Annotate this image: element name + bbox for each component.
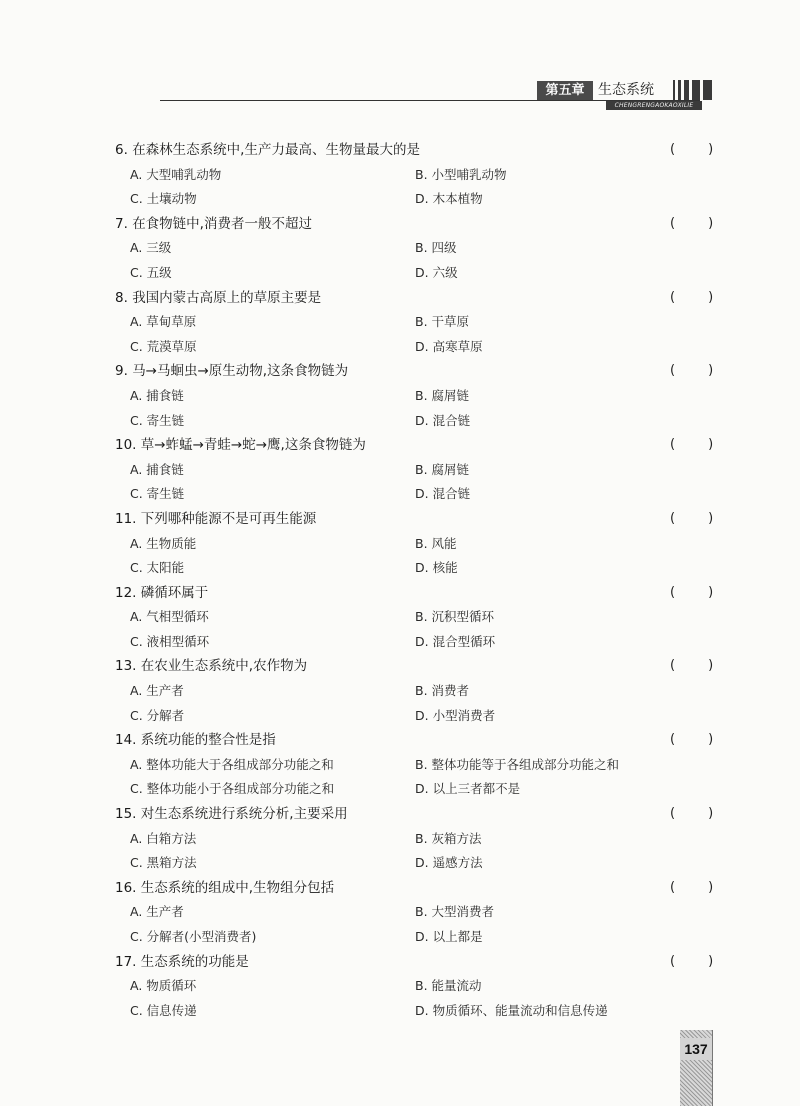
option-d: D. 木本植物 <box>415 191 483 207</box>
question-line <box>0 212 800 237</box>
option-a: A. 大型哺乳动物 <box>130 166 222 182</box>
option-row <box>0 679 800 704</box>
page-edge-line <box>712 1030 713 1106</box>
question-stem <box>115 507 316 532</box>
option-b: B. 腐屑链 <box>415 461 470 477</box>
option-c: C. 五级 <box>130 264 172 280</box>
question-stem <box>115 359 348 384</box>
question-number: 9. <box>115 363 128 380</box>
question-text: 磷循环属于 <box>140 584 209 601</box>
question-list <box>0 138 800 1023</box>
option-b: B. 干草原 <box>415 314 470 330</box>
option-a: A. 物质循环 <box>130 978 197 994</box>
option-b: B. 整体功能等于各组成部分功能之和 <box>415 756 620 772</box>
option-d: D. 混合链 <box>415 486 471 502</box>
option-d: D. 以上三者都不是 <box>415 781 521 797</box>
question-10 <box>0 433 800 507</box>
question-stem <box>115 581 208 606</box>
option-row <box>0 777 800 802</box>
question-7 <box>0 212 800 286</box>
option-row <box>0 310 800 335</box>
option-c: C. 整体功能小于各组成部分功能之和 <box>130 781 335 797</box>
question-stem <box>115 950 249 975</box>
option-a: A. 生产者 <box>130 904 184 920</box>
option-c: C. 分解者 <box>130 707 185 723</box>
answer-blank: ( ) <box>670 510 714 526</box>
question-stem <box>115 876 334 901</box>
answer-blank: ( ) <box>670 732 714 748</box>
question-line <box>0 507 800 532</box>
option-c: C. 液相型循环 <box>130 633 210 649</box>
option-row <box>0 704 800 729</box>
question-stem <box>115 433 366 458</box>
option-row <box>0 556 800 581</box>
option-b: B. 腐屑链 <box>415 387 470 403</box>
question-text: 在农业生态系统中,农作物为 <box>140 658 308 675</box>
option-row <box>0 458 800 483</box>
option-b: B. 大型消费者 <box>415 904 495 920</box>
question-number: 12. <box>115 584 137 601</box>
option-row <box>0 409 800 434</box>
question-stem <box>115 212 312 237</box>
option-d: D. 小型消费者 <box>415 707 496 723</box>
option-c: C. 寄生链 <box>130 412 185 428</box>
question-9 <box>0 359 800 433</box>
question-number: 13. <box>115 658 137 675</box>
answer-blank: ( ) <box>670 658 714 674</box>
question-stem <box>115 654 307 679</box>
question-line <box>0 581 800 606</box>
question-15 <box>0 802 800 876</box>
option-c: C. 土壤动物 <box>130 191 197 207</box>
question-text: 在食物链中,消费者一般不超过 <box>132 215 312 232</box>
option-c: C. 分解者(小型消费者) <box>130 929 257 944</box>
option-b: B. 小型哺乳动物 <box>415 166 507 182</box>
question-line <box>0 138 800 163</box>
option-d: D. 混合型循环 <box>415 633 496 649</box>
option-row <box>0 335 800 360</box>
question-line <box>0 433 800 458</box>
option-c: C. 荒漠草原 <box>130 338 197 354</box>
answer-blank: ( ) <box>670 879 714 895</box>
option-c: C. 寄生链 <box>130 486 185 502</box>
question-number: 8. <box>115 289 128 306</box>
option-a: A. 生物质能 <box>130 535 197 551</box>
option-row <box>0 163 800 188</box>
question-text: 我国内蒙古高原上的草原主要是 <box>132 289 322 306</box>
answer-blank: ( ) <box>670 437 714 453</box>
question-number: 16. <box>115 879 137 896</box>
option-c: C. 信息传递 <box>130 1002 197 1018</box>
question-number: 17. <box>115 953 137 970</box>
option-a: A. 气相型循环 <box>130 609 209 625</box>
chapter-title: 生态系统 <box>598 82 654 98</box>
option-c: C. 黑箱方法 <box>130 855 197 871</box>
option-b: B. 灰箱方法 <box>415 830 482 846</box>
option-row <box>0 261 800 286</box>
question-line <box>0 359 800 384</box>
question-8 <box>0 286 800 360</box>
option-d: D. 核能 <box>415 560 458 576</box>
question-text: 在森林生态系统中,生产力最高、生物量最大的是 <box>132 142 420 158</box>
answer-blank: ( ) <box>670 584 714 600</box>
answer-blank: ( ) <box>670 215 714 231</box>
option-d: D. 六级 <box>415 264 458 280</box>
question-number: 15. <box>115 806 137 823</box>
answer-blank: ( ) <box>670 289 714 305</box>
question-number: 11. <box>115 510 137 527</box>
question-stem <box>115 286 321 311</box>
question-12 <box>0 581 800 655</box>
option-row <box>0 236 800 261</box>
question-13 <box>0 654 800 728</box>
question-14 <box>0 728 800 802</box>
question-17 <box>0 950 800 1024</box>
answer-blank: ( ) <box>670 953 714 969</box>
option-a: A. 捕食链 <box>130 461 184 477</box>
option-row <box>0 482 800 507</box>
option-a: A. 三级 <box>130 240 172 256</box>
question-6 <box>0 138 800 212</box>
option-row <box>0 630 800 655</box>
chapter-label: 第五章 <box>537 81 593 100</box>
question-number: 6. <box>115 142 128 158</box>
option-c: C. 太阳能 <box>130 560 185 576</box>
option-b: B. 沉积型循环 <box>415 609 495 625</box>
question-line <box>0 286 800 311</box>
option-a: A. 草甸草原 <box>130 314 197 330</box>
option-b: B. 消费者 <box>415 683 470 699</box>
option-row <box>0 532 800 557</box>
question-number: 7. <box>115 215 128 232</box>
option-row <box>0 925 800 950</box>
option-row <box>0 851 800 876</box>
option-row <box>0 827 800 852</box>
answer-blank: ( ) <box>670 142 714 157</box>
question-line <box>0 802 800 827</box>
question-line <box>0 728 800 753</box>
question-11 <box>0 507 800 581</box>
question-number: 14. <box>115 732 137 749</box>
question-text: 马→马蛔虫→原生动物,这条食物链为 <box>132 363 349 380</box>
option-d: D. 高寒草原 <box>415 338 483 354</box>
option-a: A. 整体功能大于各组成部分功能之和 <box>130 756 334 772</box>
question-number: 10. <box>115 437 137 454</box>
option-d: D. 物质循环、能量流动和信息传递 <box>415 1002 608 1018</box>
answer-blank: ( ) <box>670 806 714 822</box>
question-text: 对生态系统进行系统分析,主要采用 <box>140 806 348 823</box>
question-text: 系统功能的整合性是指 <box>140 732 276 749</box>
option-b: B. 风能 <box>415 535 457 551</box>
option-d: D. 混合链 <box>415 412 471 428</box>
question-line <box>0 950 800 975</box>
option-a: A. 白箱方法 <box>130 830 197 846</box>
option-a: A. 生产者 <box>130 683 184 699</box>
option-d: D. 遥感方法 <box>415 855 483 871</box>
option-b: B. 能量流动 <box>415 978 482 994</box>
option-d: D. 以上都是 <box>415 929 483 944</box>
answer-blank: ( ) <box>670 363 714 379</box>
series-label: CHENGRENGAOKAOXILIE <box>606 101 702 110</box>
question-stem <box>115 138 420 163</box>
option-b: B. 四级 <box>415 240 457 256</box>
question-line <box>0 876 800 901</box>
header-bars-decoration <box>673 80 713 100</box>
question-text: 草→蚱蜢→青蛙→蛇→鹰,这条食物链为 <box>140 437 366 454</box>
question-line <box>0 654 800 679</box>
question-stem <box>115 728 276 753</box>
question-text: 生态系统的组成中,生物组分包括 <box>140 879 335 896</box>
option-row <box>0 187 800 212</box>
question-text: 生态系统的功能是 <box>140 953 249 970</box>
option-row <box>0 384 800 409</box>
question-stem <box>115 802 348 827</box>
question-16 <box>0 876 800 950</box>
option-row <box>0 999 800 1024</box>
page-number: 137 <box>680 1038 712 1060</box>
option-row <box>0 900 800 925</box>
option-a: A. 捕食链 <box>130 387 184 403</box>
option-row <box>0 974 800 999</box>
option-row <box>0 753 800 778</box>
question-text: 下列哪种能源不是可再生能源 <box>140 510 317 527</box>
option-row <box>0 605 800 630</box>
